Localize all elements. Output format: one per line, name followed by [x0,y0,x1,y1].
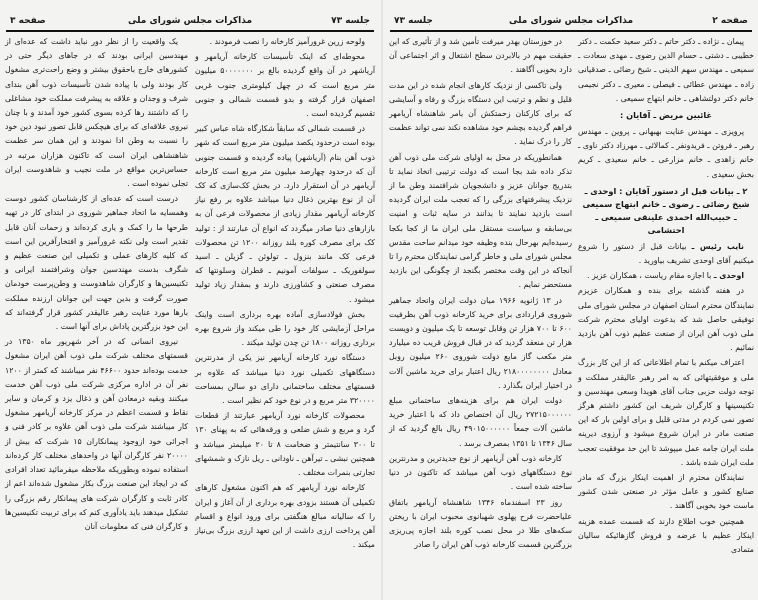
text-column-left [389,35,572,553]
paragraph: همچنین خوب اطلاع دارند که قسمت عمده هزینه اینکار عظیم با عرضه و فروش گازهائیکه سالیان متمادی [578,516,754,555]
paragraph: در ۱۳ ژانویه ۱۹۶۶ میان دولت ایران واتحاد جماهیر شوروی قراردادی برای خرید کارخانه ذوب آهن بظرفیت ۶۰۰ تا ۷۰۰ هزار تن وقابل توسعه تا یک میلیون و دویست هزار تن منعقد گردید که در قبال فروش قریب ده میلیارد متر مکعب گاز مایع دولت شوروی ۲۶۰ میلیون روبل معادل ۲۱۸۰۰۰۰۰۰۰۰ ریال اعتبار برای خرید ماشین آلات در اختیار ایران بگذارد . [389,295,573,390]
speaker-name: اوحدی ـ [713,271,744,281]
speech-text: با اجازه مقام ریاست ، همکاران عزیز . [587,271,712,281]
text-column-right [195,35,375,553]
paragraph: دستگاه نورد کارخانه آریامهر نیز یکی از مدرنترین دستگاههای تکمیلی نورد دنیا میباشد که علاوه بر قسمتهای مختلف ساختمانی دارای دو سالن بمساحت ۳۲۰۰۰۰ متر مربع و در نوع خود کم نظیر است . [195,353,375,406]
paragraph: ولوحه زرین غرورآمیز کارخانه را نصب فرمودند . [209,37,365,46]
text-column-right [578,35,754,558]
session-number: جلسه ۷۳ [331,16,370,26]
section-heading: غائبین مریض ـ آقایان : [619,110,713,121]
paragraph: نمایندگان محترم از اهمیت اینکار بزرگ که مادر صنایع کشور و عامل مؤثر در صنعتی شدن کشور ماست خود بخوبی آگاهند . [578,473,754,511]
speech-paragraph [578,269,754,283]
publication-title: مذاکرات مجلس شورای ملی [508,16,634,26]
paragraph: کارخانه نورد آریامهر که هم اکنون مشغول کارهای تکمیلی آن هستند بزودی بهره برداری از آن آغاز و ایران را که سالیانه مبالغ هنگفتی برای ورود انواع و اقسام آهن پرداخت ارزی داشت از این تعهد ارزی بزرگ بی‌نیاز میکند . [195,483,375,550]
right-page [384,0,758,600]
session-number: جلسه ۷۳ [394,16,433,26]
paragraph: درست است که عده‌ای از کارشناسان کشور دوست وهمسایه ما اتحاد جماهیر شوروی در ابتدای کار در تهیه طرحها ما را کمک و یاری کرده‌اند و زحمات آنان قابل تقدیر است ولی نکته غرورآمیز و افتخارآفرین این است که کلیه کارهای عملی و تکمیلی این صنعت عظیم و شگرف بدست مهندسین جوان وشرافتمند ایرانی و تکنیسین‌ها و کارگران شاهدوست و وطن‌پرست خودمان صورت گرفت و بدین جهت این جوانان ارزنده مملکت بارها مورد عنایت رهبر عالیقدر کشور قرار گرفته‌اند که این خود بزرگترین پاداش برای آنها است . [5,194,188,332]
paragraph: پرویزی ـ مهندس عنایت بهبهانی ـ پروین ـ مهندس رهبر ـ فروتن ـ فریدونفر ـ کمالائی ـ مهرزاد دکتر ناوی ـ خانم زاهدی ـ خانم مزارعی ـ خانم سعیدی ـ کریم بخش سعیدی . [578,127,754,179]
publication-title: مذاکرات مجلس شورای ملی [127,16,253,26]
paragraph: همانطوریکه در محل به اولیای شرکت ملی ذوب آهن تذکر داده شد بجا است که دولت ترتیبی اتخاذ نماید تا بتدریج جوانان عزیز و دانشجویان شرافتمند وطن ما از نزدیک پیشرفتهای بزرگی را که تعجب ملت ایران گردیده است بازدید نمایند تا بدانند در سایه ثبات و امنیت بی‌سابقه و سیاست مستقل ملی ایران ما از کجا بکجا رسیده‌ایم بهرحال بنده وظیفه خود میدانم ساحت مقدس مجلس شورای ملی و خاطر گرامی نمایندگان محترم را تا آنجاکه در این وقت مختصر بگنجد از چگونگی این بازدید مستحضر نمایم . [389,152,572,290]
paragraph: در خوزستان بهدر میرفت تأمین شد و از تأثیری که این حقیقت مهم در بالابردن سطح اشتغال و اثر اجتماعی آن دارد بخوبی آگاهند . [389,37,572,75]
page-number: صفحه ۳ [10,16,46,26]
page-gutter [381,0,383,600]
paragraph: ولی تاکسی از نزدیک کارهای انجام شده در این مدت قلیل و نظم و ترتیب این دستگاه بزرگ و رفاه و آسایشی که برای کارکنان زحمتکش آن بامر شاهنشاه آریامهر فراهم گردیده بچشم خود مشاهده نکند نمی تواند عظمت کار را درک نماید . [389,80,572,147]
page-number: صفحه ۲ [712,16,748,26]
paragraph: در هفته گذشته برای بنده و همکاران عزیزم نمایندگان محترم استان اصفهان در مجلس شورای ملی توفیقی حاصل شد که بدعوت اولیای محترم شرکت ملی ذوب آهن ایران از صنعت عظیم ذوب آهن بازدید نمائیم . [578,286,754,353]
speaker-name: نایب رئیس ـ [691,241,744,251]
paragraph: دولت ایران هم برای هزینه‌های ساختمانی مبلغ ۲۷۲۱۵۰۰۰۰۰۰ ریال آن اختصاص داد که با اعتبار خرید ماشین آلات جمعاً ۴۹۰۱۵۰۰۰۰۰۰ ریال بالغ گردید که از سال ۱۳۴۶ تا ۱۳۵۱ بمصرف برسد . [389,396,572,448]
paragraph: نیروی انسانی که در آخر شهریور ماه ۱۳۵۰ در قسمتهای مختلف شرکت ملی ذوب آهن ایران مشغول خدمت بوده‌اند حدود ۴۶۶۰۰ نفر میباشند که کمتر از ۱۲۰۰ نفر آن در اداره مرکزی شرکت ملی ذوب آهن خدمت میکنند وبقیه درمعادن آهن و ذغال یزد و کرمان و سایر نقاط و قسمت اعظم در مرکز کارخانه آریامهر مشغول کار میباشند شرکت ملی ذوب آهن علاوه بر کادر فنی و اجرائی خود ازوجود پیمانکاران ۱۵ شرکت که بیش از ۲۰۰۰۰ نفر کارگران آنها در واحدهای مختلف کار کرده‌اند استفاده نموده وبطوریکه ملاحظه میفرمائید تعداد افرادی که در ایجاد این صنعت بزرگ بکار مشغول شده‌اند اعم از کادر ثابت و کارگران شرکت های پیمانکار رقم بزرگی را تشکیل میدهند باید یادآوری کنم که برای تربیت تکنیسین‌ها و کارگران فنی که معلومات آنان [5,337,188,531]
page-header [6,14,374,32]
paragraph: محصولات کارخانه نورد آریامهر عبارتند از قطعات گرد و مربع و شش ضلعی و ورقه‌هائی که به پهنای ۱۳۰ تا ۳۰۰ سانتیمتر و ضخامت ۸ تا ۲۰ میلیمتر میباشد و همچنین نبشی ـ تیرآهن ـ ناودانی ـ ریل نازک و شمشهای تجارتی بنمرات مختلف . [195,411,375,478]
paragraph: یک واقعیت را از نظر دور نباید داشت که عده‌ای از مهندسین ایرانی بودند که در جاهای دیگر حتی در کشورهای خارج باحقوق بیشتر و وضع راحت‌تری مشغول کار بودند ولی با پیاده شدن تأسیسات ذوب آهن بندای شرف و وجدان و علاقه به پیشرفت مملکت خود مشاغلی را که داشتند رها کرده بسوی کشور خود آمدند و با چنان نیروی علاقه‌ای که برای هیچکس قابل تصور نبود دین خود را نسبت به وطن ادا نمودند و این همان سر عظمت شاهنشاهی ایران است که تاکنون هزاران مرتبه در حساس‌ترین مواقع در ملت نجیب و شاهدوست ایران تجلی نموده است . [5,37,188,189]
text-column-left [5,35,188,535]
paragraph: محوطه‌ای که اینک تأسیسات کارخانه آریامهر و آریاشهر در آن واقع گردیده بالغ بر ۵۰۰۰۰۰۰۰ میلیون متر مربع است که در چهل کیلومتری جنوب غربی اصفهان قرار گرفته و بدو قسمت شمالی و جنوبی تقسیم گردیده است . [195,52,375,119]
page-header [390,14,752,32]
paragraph: بخش فولادسازی آماده بهره برداری است واینک مراحل آزمایشی کار خود را طی میکند واز شروع بهره برداری روزانه ۱۸۰۰ تن چدن تولید میکند . [195,309,375,348]
paragraph: روز ۲۳ اسفندماه ۱۳۴۶ شاهنشاه آریامهر باتفاق علیاحضرت فرح پهلوی شهبانوی محبوب ایران با ریختن سکه‌های طلا در محل نصب کوره بلند اجازه پی‌ریزی بزرگترین قسمت کارخانه ذوب آهن ایران را صادر [389,497,572,550]
paragraph: اعتراف میکنم با تمام اطلاعاتی که از این کار بزرگ ملی و موفقیتهائی که به امر رهبر عالیقدر مملکت و توجه دولت حزبی جناب آقای هویدا وسعی مهندسین و تکنیسینها و کارگران شریف این کشور داشتم هرگز تصور نمی کردم در مدتی قلیل و برای اولین بار که این صنعت مادر در ایران شروع میشود و آرزوی دیرینه ملت ایران جامه عمل میپوشد تا این حد موفقیت تعجب ملت ایران شده باشد . [578,358,754,467]
paragraph: کارخانه ذوب آهن آریامهر از نوع جدیدترین و مدرنترین نوع دستگاههای ذوب آهن میباشد که تاکنون در دنیا ساخته شده است . [389,453,572,492]
paragraph: در قسمت شمالی که سابقاً شکارگاه شاه عباس کبیر بوده است درحدود یکصد میلیون متر مربع است که شهر ذوب آهن بنام (آریاشهر) پیاده گردیده و قسمت جنوبی آن که درحدود چهارصد میلیون متر مربع است کارخانه آریامهر در آن استقرار دارد. در بخش کک‌سازی که کک آن از نوع بهترین ذغال دنیا میباشد علاوه بر رفع نیاز کارخانه آریامهر مقدار زیادی از محصولات فرعی آن به بازارهای دنیا صادر میگردد که انواع آن عبارتند از : تولید کک برای مصرف کوره بلند روزانه ۱۲۰۰ تن محصولات فرعی کک مانند بنزول ـ تولوئن ـ گزیلن ـ اسید سولفوریک ـ سولفات آمونیم ـ قطران وسلونتها که مصرف صنعتی و کشاورزی دارند و بمقدار زیاد تولید میشود . [195,124,375,304]
speech-text: بیانات قبل از دستور را شروع میکنیم آقای اوحدی تشریف بیاورید . [578,241,754,266]
section-heading: ۲ ـ بیانات قبل از دستور آقایان : اوحدی ـ شیخ رضائی ـ رضوی ـ خانم ابتهاج سمیعی ـ حبیب‌الله احمدی علینقی سمیعی ـ احتشامی [582,185,750,235]
speech-paragraph [578,240,754,268]
paragraph: پیمان ـ نژاده ـ دکتر حاتم ـ دکتر سعید حکمت ـ دکتر خطیبی ـ دشتی ـ حسام الدین رضوی ـ مهدی سعادت ـ سمیعی ـ مهندس سهم الدینی ـ شیخ رضائی ـ صدقیانی زاده ـ مهندس عطائی ـ فیصلی ـ معیری ـ دکتر نجیمی خانم دکتر دولتشاهی ـ خانم ابتهاج سمیعی . [578,37,754,103]
